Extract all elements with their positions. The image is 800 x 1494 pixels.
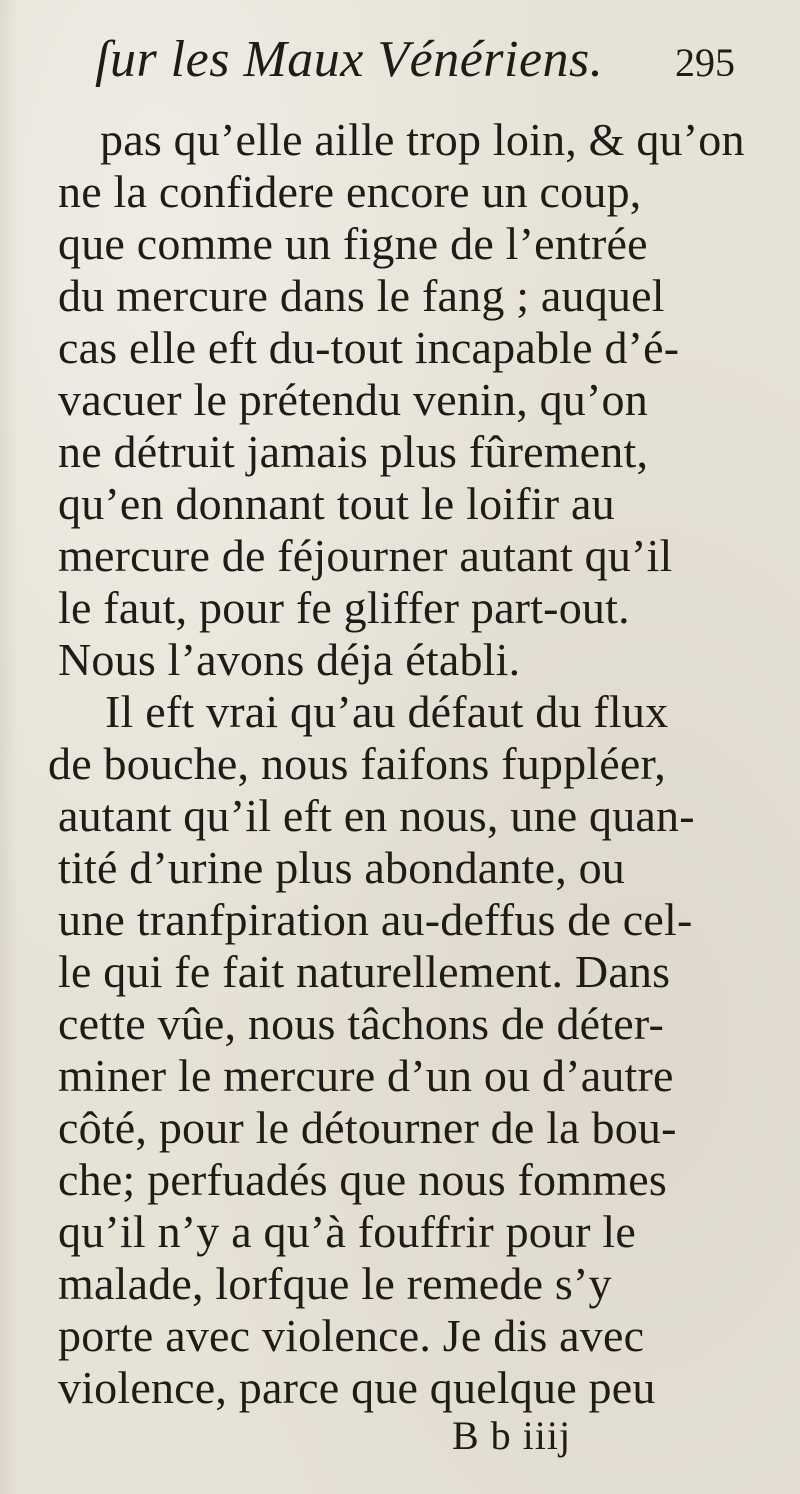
text-line: le qui fe fait naturellement. Dans xyxy=(58,946,671,997)
text-line: porte avec violence. Je dis avec xyxy=(58,1310,645,1361)
text-line: pas qu’elle aille trop loin, & qu’on xyxy=(100,114,745,165)
text-line: ne détruit jamais plus fûrement, xyxy=(58,426,649,477)
text-line: qu’en donnant tout le loifir au xyxy=(58,478,615,529)
text-line: malade, lorfque le remede s’y xyxy=(58,1258,612,1309)
text-line: violence, parce que quelque peu xyxy=(58,1362,656,1413)
text-line: Il eft vrai qu’au défaut du flux xyxy=(105,686,669,737)
text-line: vacuer le prétendu venin, qu’on xyxy=(58,374,648,425)
text-line: autant qu’il eft en nous, une quan- xyxy=(58,790,695,841)
text-line: du mercure dans le fang ; auquel xyxy=(58,270,665,321)
text-line: Nous l’avons déja établi. xyxy=(58,634,521,685)
running-title: ſur les Maux Vénériens. xyxy=(95,31,604,88)
text-line: mercure de féjourner autant qu’il xyxy=(58,530,673,581)
text-line: le faut, pour fe gliffer part-out. xyxy=(58,582,630,633)
text-line: tité d’urine plus abondante, ou xyxy=(58,842,626,893)
text-line: che; perfuadés que nous fommes xyxy=(58,1154,667,1205)
text-line: une tranfpiration au-deffus de cel- xyxy=(58,894,693,945)
text-line: côté, pour le détourner de la bou- xyxy=(58,1102,677,1153)
page-number: 295 xyxy=(675,40,735,85)
text-line: cette vûe, nous tâchons de déter- xyxy=(58,998,664,1049)
text-line: ne la confidere encore un coup, xyxy=(58,166,642,217)
text-line: cas elle eft du-tout incapable d’é- xyxy=(58,322,680,373)
text-line: de bouche, nous faifons fuppléer, xyxy=(48,738,666,789)
signature-mark: B b iiij xyxy=(452,1413,572,1458)
text-line: qu’il n’y a qu’à fouffrir pour le xyxy=(58,1206,637,1257)
text-line: miner le mercure d’un ou d’autre xyxy=(58,1050,674,1101)
text-line: que comme un figne de l’entrée xyxy=(58,218,648,269)
